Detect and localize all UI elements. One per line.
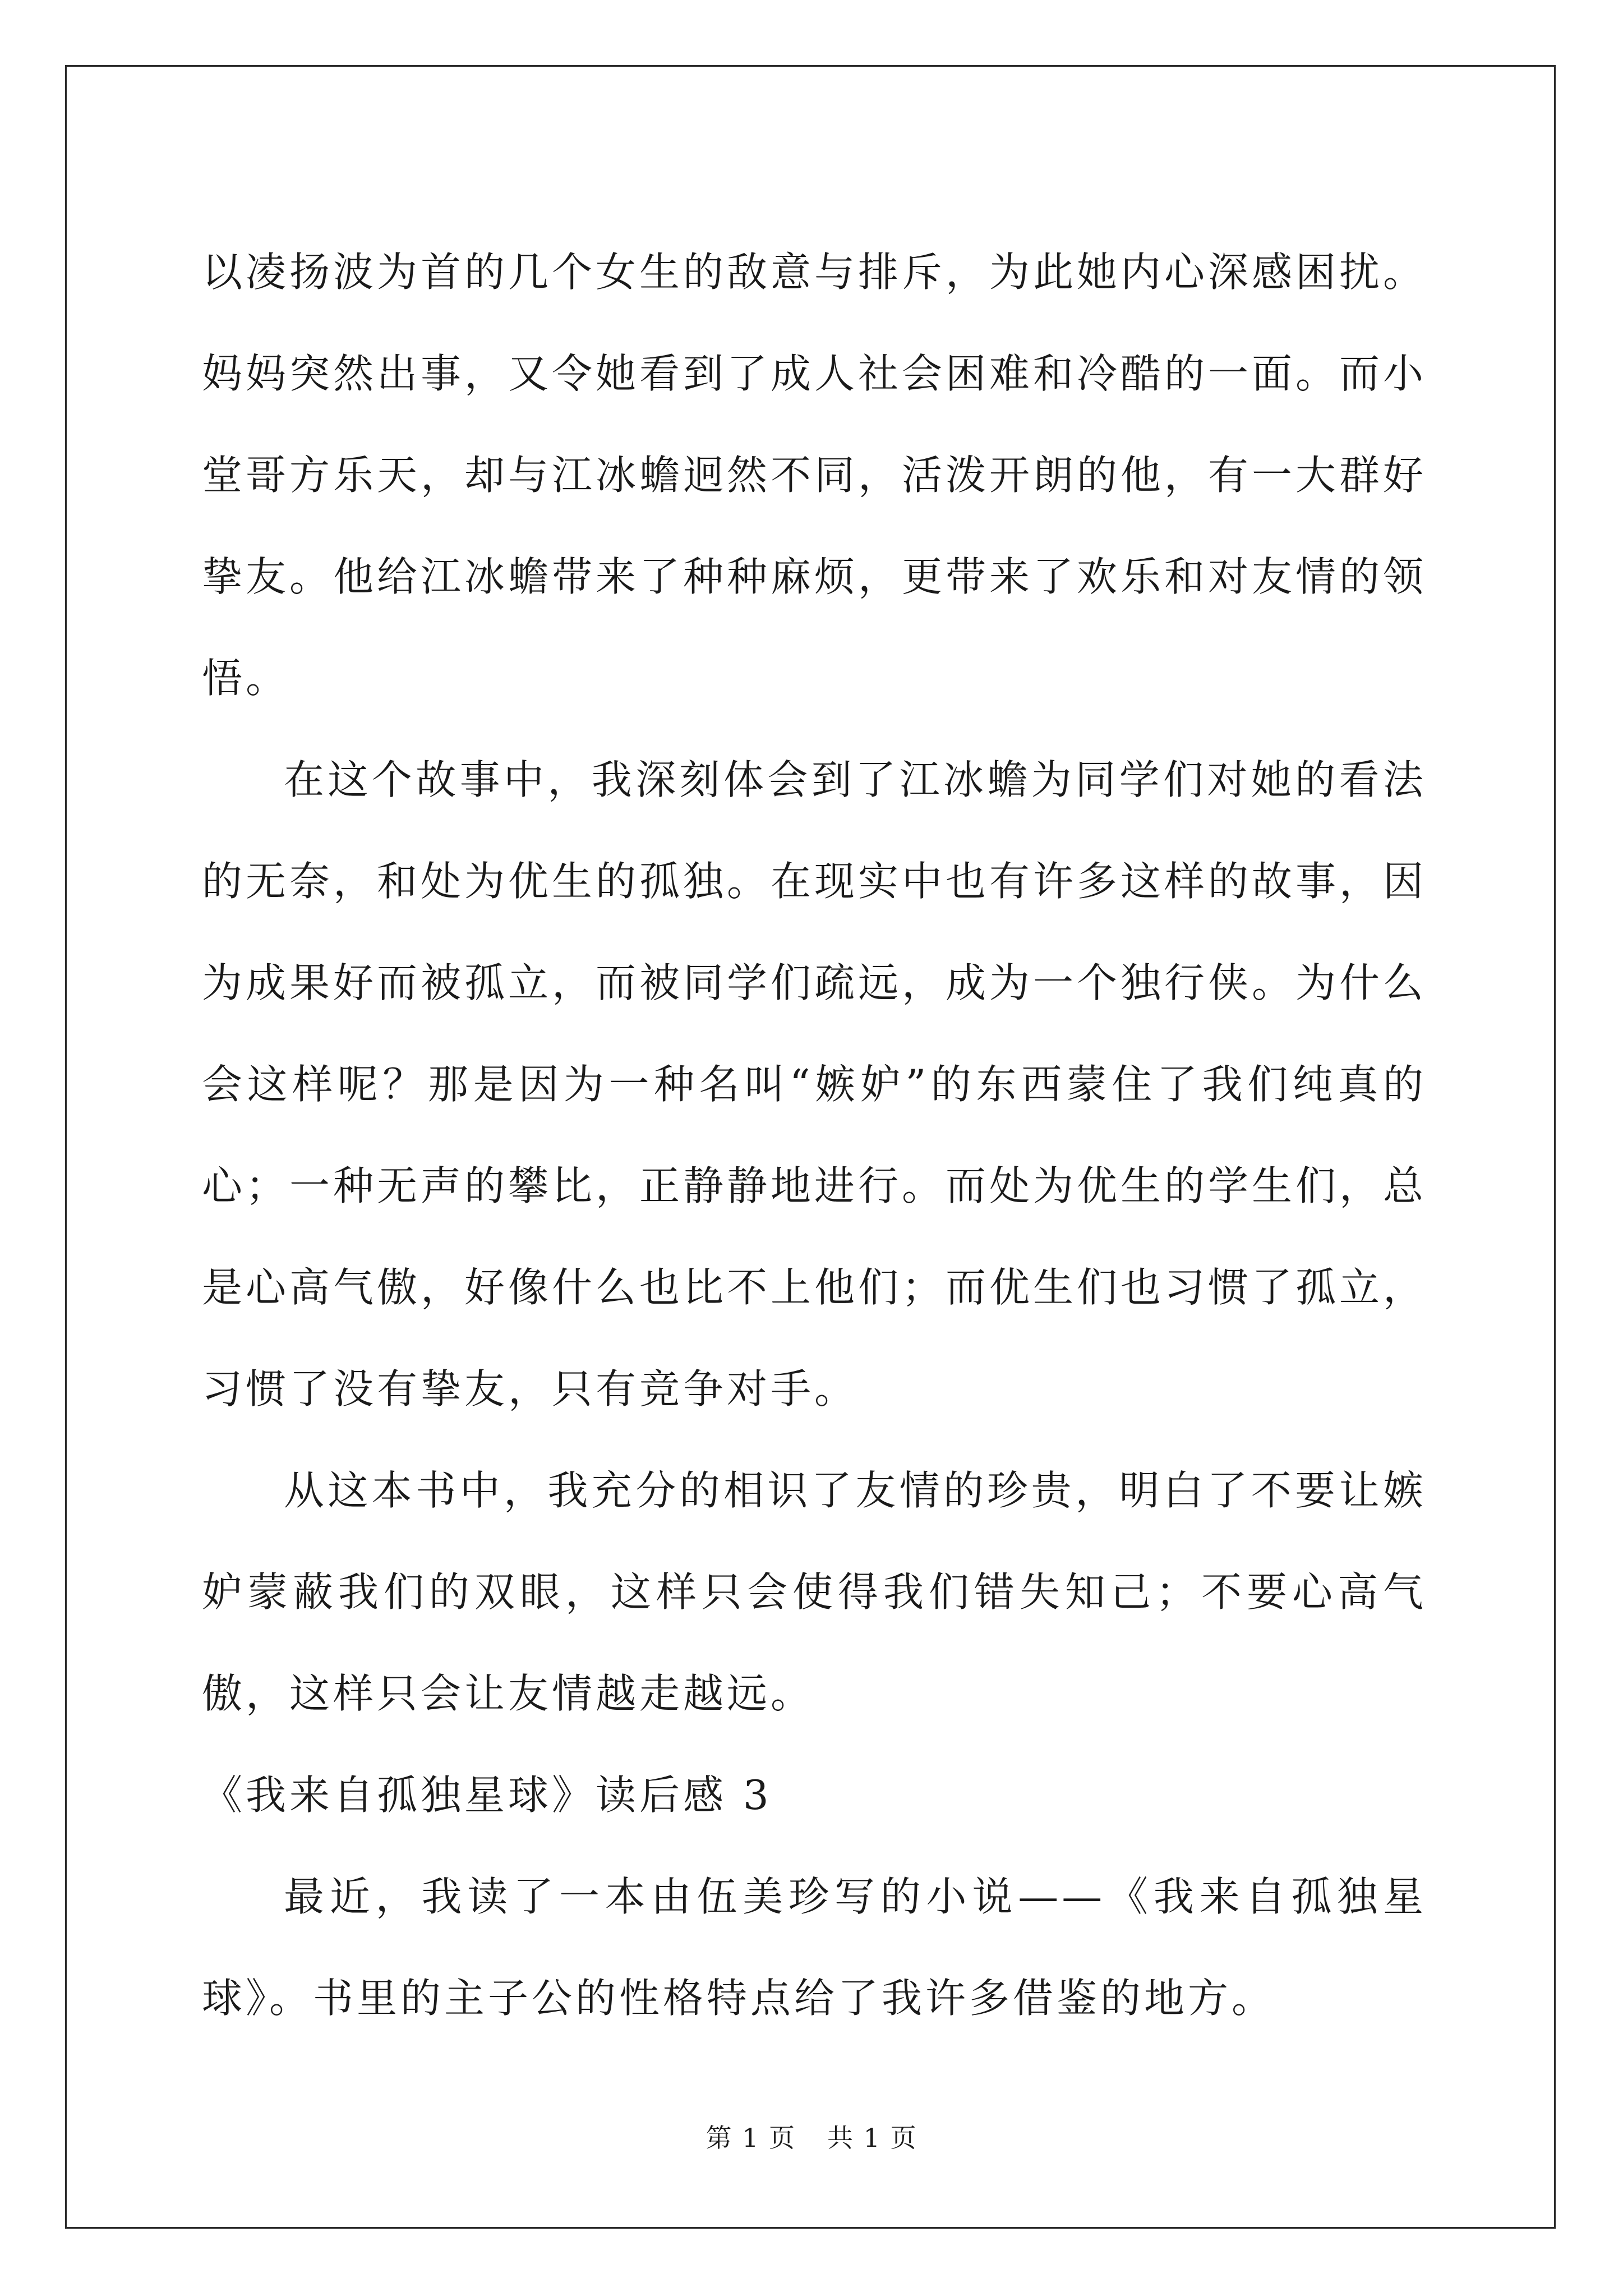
page-footer [0,2118,1623,2155]
paragraph-continuation: 以凌扬波为首的几个女生的敌意与排斥，为此她内心深感困扰。妈妈突然出事，又令她看到了成人社会困难和冷酷的一面。而小堂哥方乐天，却与江冰蟾迥然不同，活泼开朗的他，有一大群好挚友。他给江冰蟾带来了种种麻烦，更带来了欢乐和对友情的领悟。 [202,249,1427,702]
page-number-total: 共 1 页 [827,2123,917,2153]
section-heading: 《我来自孤独星球》读后感 3 [202,1772,772,1819]
document-body [202,222,1427,2049]
paragraph-conclusion: 从这本书中，我充分的相识了友情的珍贵，明白了不要让嫉妒蒙蔽我们的双眼，这样只会使得我们错失知己；不要心高气傲，这样只会让友情越走越远。 [202,1467,1427,1717]
paragraph-reflection: 在这个故事中，我深刻体会到了江冰蟾为同学们对她的看法的无奈，和处为优生的孤独。在现实中也有许多这样的故事，因为成果好而被孤立，而被同学们疏远，成为一个独行侠。为什么会这样呢？那是因为一种名叫“嫉妒”的东西蒙住了我们纯真的心；一种无声的攀比，正静静地进行。而处为优生的学生们，总是心高气傲，好像什么也比不上他们；而优生们也习惯了孤立，习惯了没有挚友，只有竞争对手。 [202,756,1427,1412]
paragraph-intro: 最近，我读了一本由伍美珍写的小说——《我来自孤独星球》。书里的主子公的性格特点给了我许多借鉴的地方。 [202,1873,1427,2022]
page-number-current: 第 1 页 [706,2123,796,2153]
